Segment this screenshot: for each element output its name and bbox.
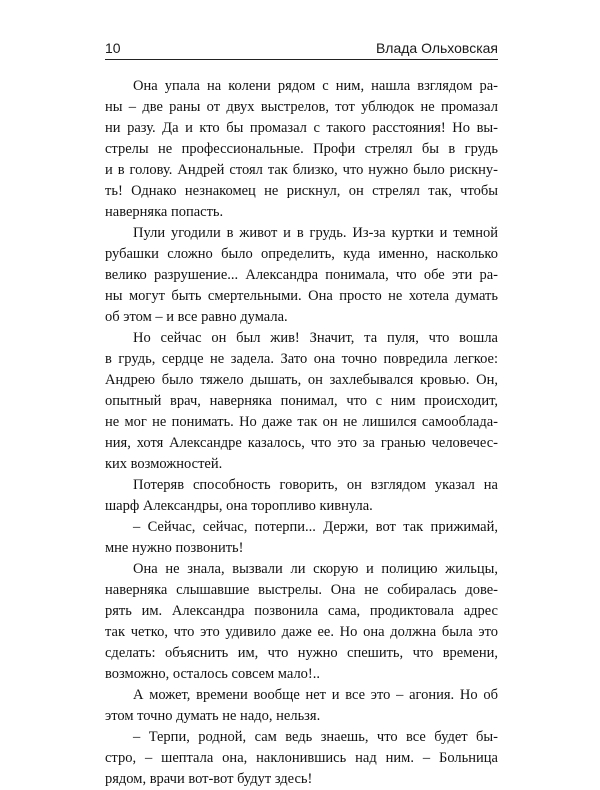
text-line: стро, – шептала она, наклонившись над ним. – Больница [105,750,498,766]
text-line: не мог не понимать. Но даже так он не лишился самооблада- [105,414,498,430]
text-line: в грудь, сердце не задела. Зато она точно повредила легкое: [105,351,498,367]
text-line: ть! Однако незнакомец не рискнул, он стрелял так, чтобы [105,183,498,199]
text-line: шарф Александры, она торопливо кивнула. [105,498,373,514]
paragraph [105,475,498,517]
text-line: Потеряв способность говорить, он взглядом указал на [133,477,498,493]
text-line: ни разу. Да и кто бы промазал с такого расстояния! Но вы- [105,120,498,136]
text-line: А может, времени вообще нет и все это – агония. Но об [133,687,498,703]
text-line: ны могут быть смертельными. Она просто не хотела думать [105,288,498,304]
text-line: – Сейчас, сейчас, потерпи... Держи, вот так прижимай, [133,519,498,535]
text-line: велико разрушение... Александра понимала, что обе эти ра- [105,267,498,283]
text-line: ких возможностей. [105,456,223,472]
text-line: Она не знала, вызвали ли скорую и полицию жильцы, [133,561,498,577]
running-title: Влада Ольховская [375,40,498,56]
body-text [105,76,498,790]
text-line: стрелы не профессиональные. Профи стрелял бы в грудь [105,141,498,157]
text-line: опытный врач, наверняка понимал, что с ним происходит, [105,393,498,409]
paragraph [105,727,498,790]
text-line: наверняка попасть. [105,204,224,220]
paragraph [105,328,498,475]
text-line: рубашки сложно было определить, куда именно, насколько [105,246,498,262]
page-number: 10 [105,40,121,56]
header-rule [105,59,498,60]
paragraph [105,223,498,328]
text-line: так четко, что это удивило даже ее. Но она должна была это [105,624,498,640]
text-line: и в голову. Андрей стоял так близко, что нужно было рискну- [105,162,498,178]
text-line: наверняка слышавшие выстрелы. Она не собиралась дове- [105,582,498,598]
text-line: сделать: объяснить им, что нужно спешить, что времени, [105,645,498,661]
paragraph [105,685,498,727]
text-line: этом точно думать не надо, нельзя. [105,708,321,724]
text-line: Андрею было тяжело дышать, он захлебывался кровью. Он, [105,372,498,388]
text-line: об этом – и все равно думала. [105,309,288,325]
text-line: Пули угодили в живот и в грудь. Из-за куртки и темной [133,225,498,241]
text-line: ния, хотя Александре казалось, что это за гранью человечес- [105,435,498,451]
paragraph [105,559,498,685]
text-line: мне нужно позвонить! [105,540,244,556]
page-header [105,34,498,60]
text-line: ны – две раны от двух выстрелов, тот ублюдок не промазал [105,99,498,115]
paragraph [105,517,498,559]
text-line: рядом, врачи вот-вот будут здесь! [105,771,313,787]
text-line: – Терпи, родной, сам ведь знаешь, что все будет бы- [133,729,498,745]
text-line: Но сейчас он был жив! Значит, та пуля, что вошла [133,330,498,346]
text-line: рять им. Александра позвонила сама, продиктовала адрес [105,603,498,619]
text-line: Она упала на колени рядом с ним, нашла взглядом ра- [133,78,498,94]
paragraph [105,76,498,223]
text-line: возможно, осталось совсем мало!.. [105,666,321,682]
